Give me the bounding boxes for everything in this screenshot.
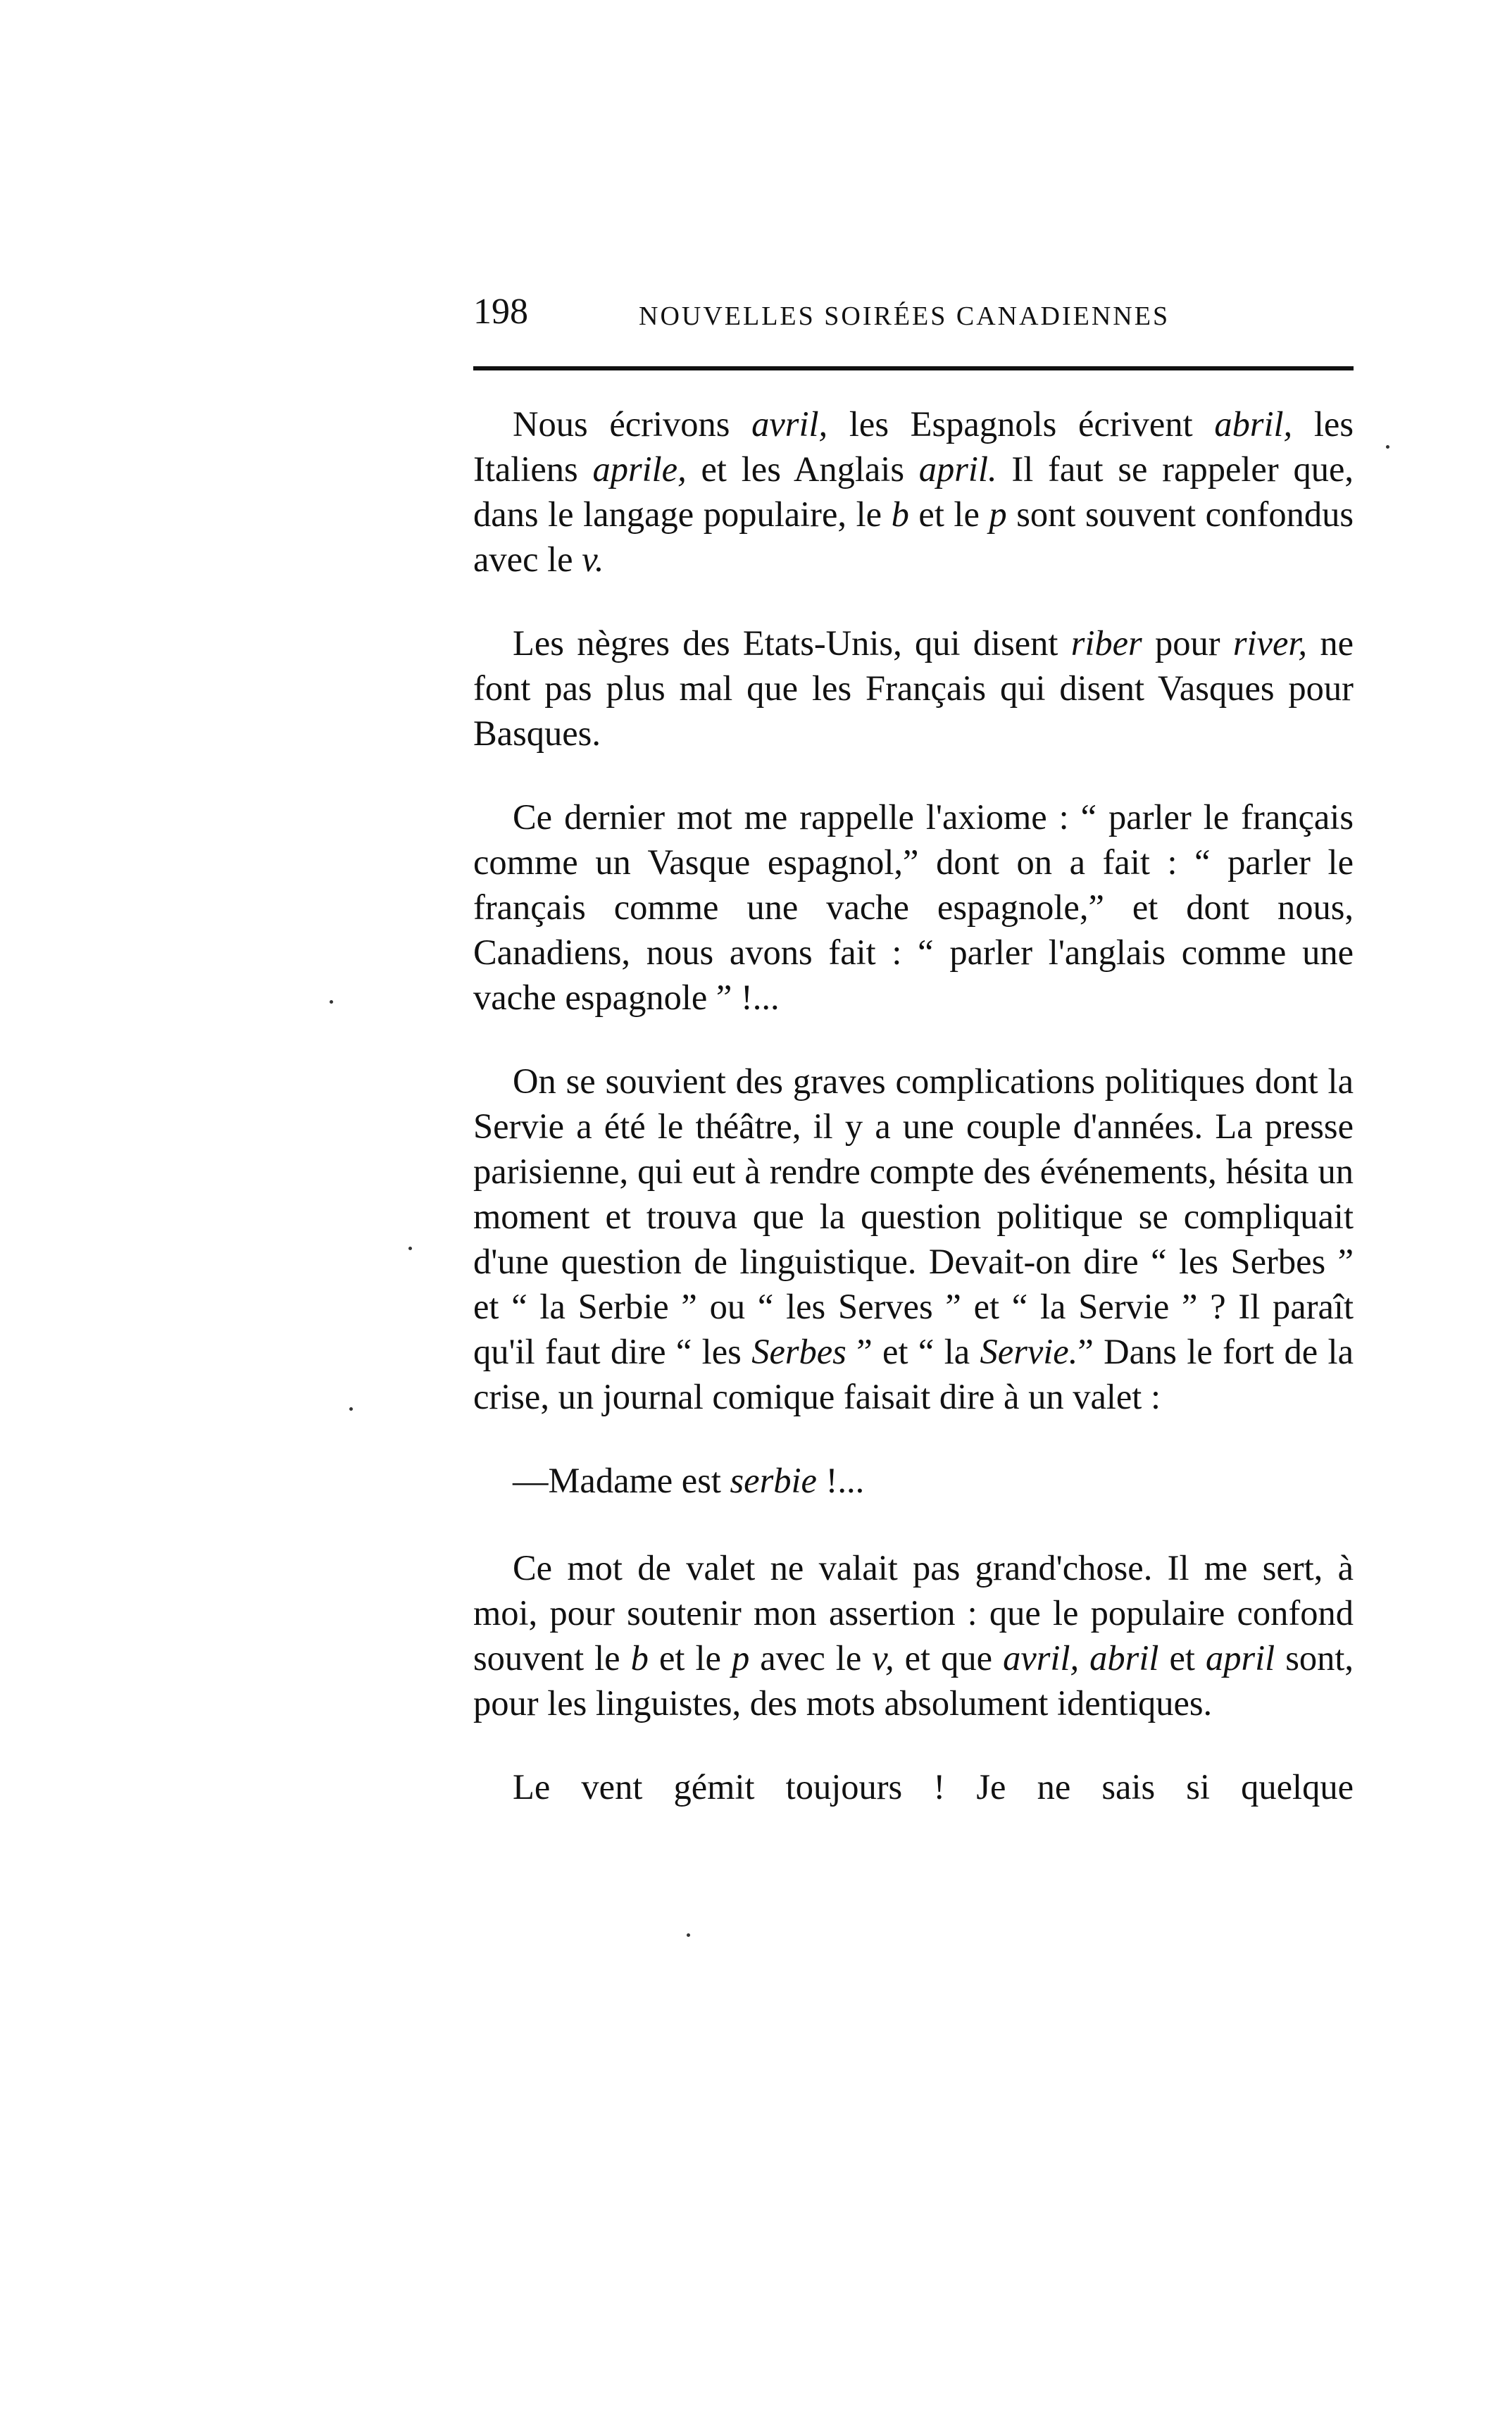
scan-speck [687, 1933, 690, 1937]
text-run: les Espagnols écrivent [827, 404, 1215, 444]
scan-speck [1386, 445, 1389, 449]
italic-run: riber [1070, 623, 1142, 663]
italic-run: Serbes [751, 1332, 846, 1371]
text-run: —Madame est [513, 1461, 730, 1500]
paragraph [473, 1545, 1354, 1726]
text-run: avec le [749, 1638, 873, 1678]
italic-run: april [1205, 1638, 1275, 1678]
text-run: et les Anglais [686, 449, 919, 489]
scan-speck [408, 1247, 412, 1250]
text-run: Ce dernier mot me rappelle l'axiome : “ parler le français comme un Vasque espagnol,” dont on a fait : “ parler le français comme une vache espagnole,” et dont nous, Canadiens, nous avons fait : “ parler l'anglais comme une vache espagnole ” !... [473, 797, 1354, 1017]
text-run: et que [894, 1638, 1004, 1678]
text-run: Il faut se rappeler que, dans le langage populaire, le [473, 449, 1354, 534]
text-run: et le [908, 494, 989, 534]
text-run: et le [648, 1638, 732, 1678]
text-run: ne font pas plus mal que les Français qui disent Vasques pour Basques. [473, 623, 1354, 753]
dialogue-line [473, 1458, 1354, 1503]
italic-run: avril, [751, 404, 828, 444]
paragraph [473, 794, 1354, 1020]
text-run: pour [1142, 623, 1233, 663]
italic-run: abril, [1214, 404, 1293, 444]
paragraph [473, 621, 1354, 756]
italic-run: p [731, 1638, 750, 1678]
italic-run: serbie [730, 1461, 817, 1500]
text-run: Le vent gémit toujours ! Je ne sais si quelque [513, 1767, 1354, 1807]
text-run: Les nègres des Etats-Unis, qui disent [513, 623, 1071, 663]
italic-run: b [891, 494, 909, 534]
running-title: NOUVELLES SOIRÉES CANADIENNES [639, 301, 1170, 331]
italic-run: b [630, 1638, 649, 1678]
scan-speck [349, 1407, 353, 1411]
italic-run: Servie. [980, 1332, 1078, 1371]
text-run: ” et “ la [846, 1332, 980, 1371]
text-run: Ce mot de valet ne valait pas grand'chose. Il me sert, à moi, pour soutenir mon assertion : que le populaire confond souvent le [473, 1548, 1354, 1678]
text-run: les Italiens [473, 404, 1354, 489]
paragraph-continued [473, 1764, 1354, 1809]
scan-speck [330, 1000, 333, 1004]
page-header [473, 287, 1354, 337]
paragraph [473, 401, 1354, 582]
paragraph [473, 1059, 1354, 1419]
text-run: et [1158, 1638, 1206, 1678]
italic-run: april. [918, 449, 997, 489]
text-run: Nous écrivons [513, 404, 752, 444]
italic-run: aprile, [592, 449, 687, 489]
body-text [473, 401, 1354, 1848]
italic-run: v, [872, 1638, 894, 1678]
text-run: sont souvent confondus avec le [473, 494, 1354, 579]
text-run: On se souvient des graves complications politiques dont la Servie a été le théâtre, il y a une couple d'années. La presse parisienne, qui eut à rendre compte des événements, hésita un moment et trouva que la question politique se compliquait d'une question de linguistique. Devait-on dire “ les Serbes ” et “ la Serbie ” ou “ les Serves ” et “ la Servie ” ? Il paraît qu'il faut dire “ les [473, 1061, 1354, 1371]
italic-run: v. [582, 540, 604, 579]
header-rule [473, 366, 1354, 370]
italic-run: river, [1232, 623, 1308, 663]
italic-run: p [989, 494, 1007, 534]
italic-run: avril, abril [1003, 1638, 1159, 1678]
text-run: sont, pour les linguistes, des mots absolument identiques. [473, 1638, 1354, 1723]
page-number: 198 [473, 292, 528, 332]
text-run: ” Dans le fort de la crise, un journal comique faisait dire à un valet : [473, 1332, 1354, 1416]
text-run: !... [816, 1461, 865, 1500]
